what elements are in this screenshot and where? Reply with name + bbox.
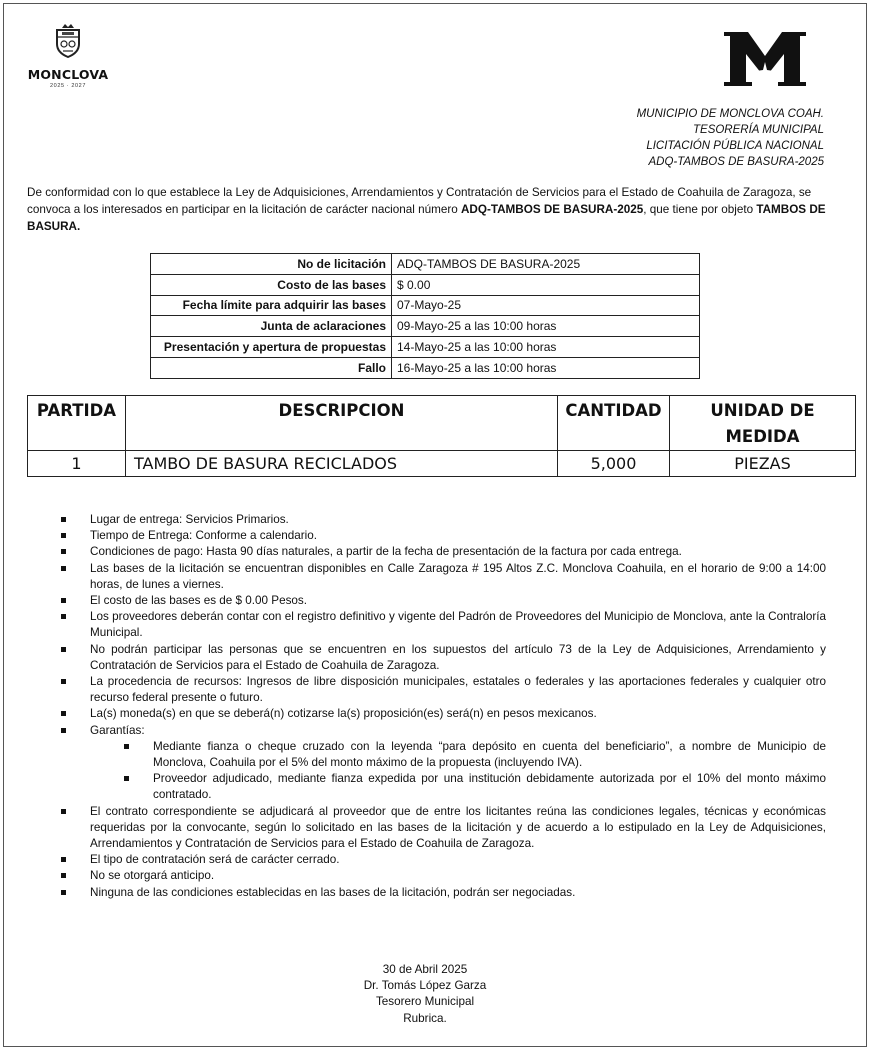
cell-cantidad: 5,000	[558, 451, 670, 477]
info-key: Fecha límite para adquirir las bases	[151, 295, 392, 316]
list-item-guarantees	[60, 723, 826, 804]
table-row	[151, 337, 700, 358]
signature-date: 30 de Abril 2025	[382, 963, 468, 976]
logo-name: MONCLOVA	[27, 67, 109, 82]
items-table	[27, 395, 856, 477]
info-key: Presentación y apertura de propuestas	[151, 337, 392, 358]
signature-block	[305, 962, 545, 1027]
info-value: $ 0.00	[392, 274, 700, 295]
info-value: 14-Mayo-25 a las 10:00 horas	[392, 337, 700, 358]
list-item: Los proveedores deberán contar con el registro definitivo y vigente del Padrón de Proveedores del Municipio de Monclova, ante la Contraloría Municipal.	[60, 609, 826, 641]
table-row	[151, 357, 700, 378]
info-value: 16-Mayo-25 a las 10:00 horas	[392, 357, 700, 378]
guarantees-list	[123, 739, 826, 804]
info-key: Costo de las bases	[151, 274, 392, 295]
header-line-municipio: MUNICIPIO DE MONCLOVA COAH.	[636, 108, 824, 120]
signature-name: Dr. Tomás López Garza	[363, 979, 487, 993]
header-unidad: UNIDAD DE MEDIDA	[670, 396, 856, 451]
guarantees-label: Garantías:	[90, 723, 145, 737]
logo-years: 2025 · 2027	[50, 83, 86, 89]
list-item: El contrato correspondiente se adjudicará al proveedor que de entre los licitantes reúna las condiciones legales, técnicas y económicas requeridas por la convocante, según lo solicitado en las bases de la licitación y de acuerdo a lo estipulado en la Ley de Adquisiciones, Arrendamientos y Contratación de Servicios para el Estado de Coahuila de Zaragoza.	[60, 804, 826, 853]
signature-title: Tesorero Municipal	[375, 995, 475, 1009]
m-logo	[722, 30, 808, 88]
list-item: Las bases de la licitación se encuentran disponibles en Calle Zaragoza # 195 Altos Z.C. Monclova Coahuila, en el horario de 9:00 a 14:00 horas, de lunes a viernes.	[60, 561, 826, 593]
header-descripcion: DESCRIPCION	[126, 396, 558, 451]
info-key: No de licitación	[151, 254, 392, 275]
list-item: Mediante fianza o cheque cruzado con la leyenda “para depósito en cuenta del beneficiario”, a nombre de Municipio de Monclova, Coahuila por el 5% del monto máximo de la propuesta (incluyendo IVA).	[123, 739, 826, 771]
list-item: No se otorgará anticipo.	[60, 868, 826, 884]
table-row	[28, 451, 856, 477]
header-partida: PARTIDA	[28, 396, 126, 451]
cell-partida: 1	[28, 451, 126, 477]
signature-note: Rubrica.	[403, 1011, 447, 1025]
intro-license-number: ADQ-TAMBOS DE BASURA-2025	[460, 203, 644, 216]
items-header-row	[28, 396, 856, 451]
list-item: No podrán participar las personas que se encuentren en los supuestos del artículo 73 de la Ley de Adquisiciones, Arrendamiento y Contratación de Servicios para el Estado de Coahuila de Zaragoza.	[60, 642, 826, 674]
list-item: La(s) moneda(s) en que se deberá(n) cotizarse la(s) proposición(es) será(n) en pesos mexicanos.	[60, 706, 826, 722]
info-key: Fallo	[151, 357, 392, 378]
intro-object: TAMBOS DE BASURA.	[27, 203, 826, 233]
intro-part2: , que tiene por objeto	[643, 203, 757, 216]
list-item: El costo de las bases es de $ 0.00 Pesos.	[60, 593, 826, 609]
header-line-tesoreria: TESORERÍA MUNICIPAL	[693, 124, 824, 136]
info-key: Junta de aclaraciones	[151, 316, 392, 337]
intro-part1: De conformidad con lo que establece la Ley de Adquisiciones, Arrendamientos y Contratación de Servicios para el Estado de Coahuila de Zaragoza, se convoca a los interesados en participar en la licitación de carácter nacional número	[27, 186, 812, 216]
list-item: Condiciones de pago: Hasta 90 días naturales, a partir de la fecha de presentación de la factura por cada entrega.	[60, 544, 826, 560]
table-row	[151, 295, 700, 316]
info-value: 09-Mayo-25 a las 10:00 horas	[392, 316, 700, 337]
header-line-licitacion: LICITACIÓN PÚBLICA NACIONAL	[646, 140, 824, 152]
list-item: Tiempo de Entrega: Conforme a calendario.	[60, 528, 826, 544]
licitation-info-table	[150, 253, 700, 379]
cell-descripcion: TAMBO DE BASURA RECICLADOS	[126, 451, 558, 477]
list-item: Lugar de entrega: Servicios Primarios.	[60, 512, 826, 528]
list-item: Proveedor adjudicado, mediante fianza expedida por una institución debidamente autorizada por el 10% del monto máximo contratado.	[123, 771, 826, 803]
header-cantidad: CANTIDAD	[558, 396, 670, 451]
intro-paragraph	[27, 184, 827, 235]
info-value: ADQ-TAMBOS DE BASURA-2025	[392, 254, 700, 275]
cell-unidad: PIEZAS	[670, 451, 856, 477]
info-value: 07-Mayo-25	[392, 295, 700, 316]
list-item: El tipo de contratación será de carácter cerrado.	[60, 852, 826, 868]
m-logo-icon	[722, 30, 808, 88]
monclova-logo	[26, 22, 110, 92]
table-row	[151, 274, 700, 295]
list-item: Ninguna de las condiciones establecidas en las bases de la licitación, podrán ser negociadas.	[60, 885, 826, 901]
conditions-list	[60, 512, 826, 901]
header-line-code: ADQ-TAMBOS DE BASURA-2025	[648, 156, 824, 168]
table-row	[151, 254, 700, 275]
table-row	[151, 316, 700, 337]
coat-of-arms-icon	[53, 22, 83, 58]
list-item: La procedencia de recursos: Ingresos de libre disposición municipales, estatales o federales y las aportaciones federales y cualquier otro recurso federal presente o futuro.	[60, 674, 826, 706]
header-block	[637, 106, 824, 170]
